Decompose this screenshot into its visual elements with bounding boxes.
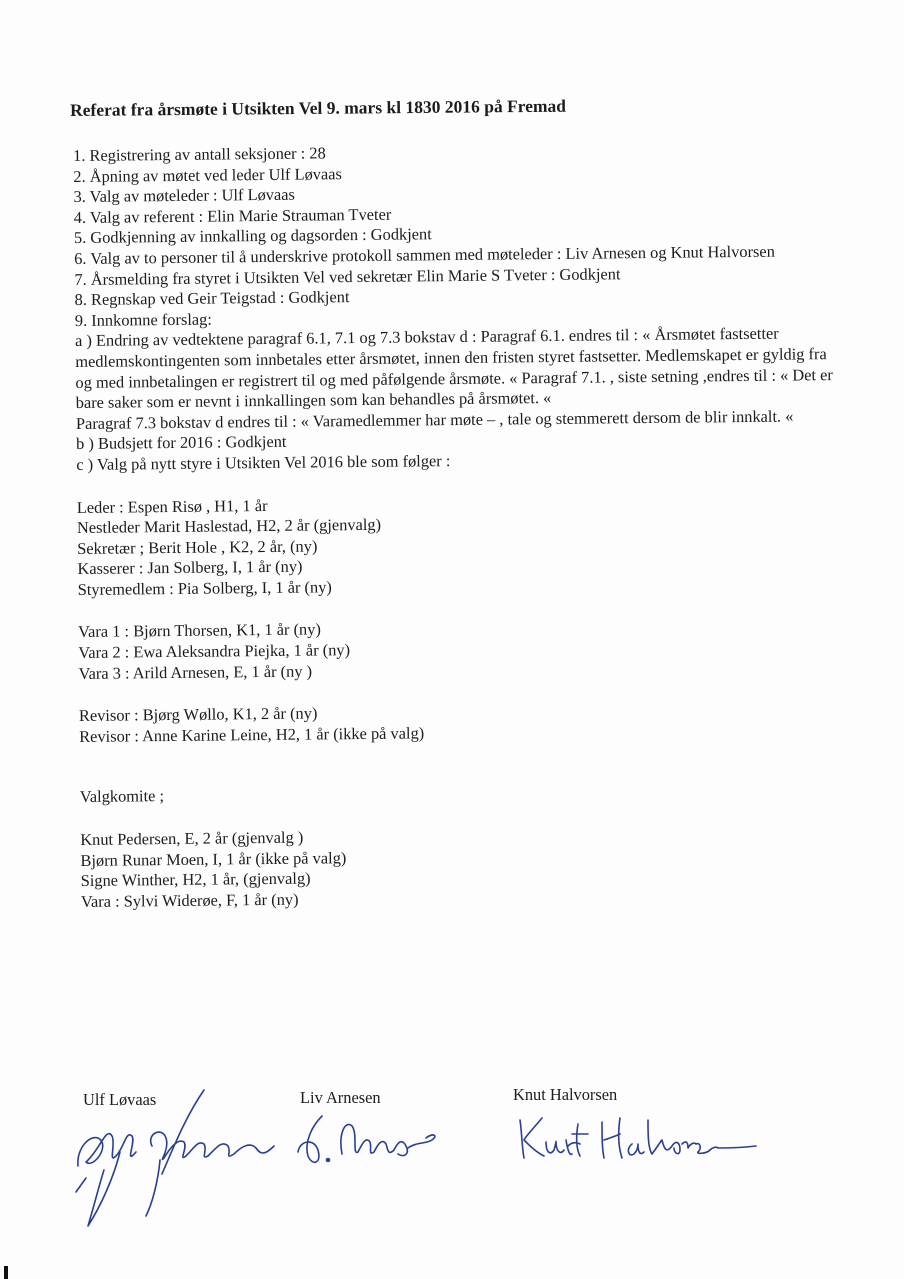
handwritten-signature-liv-arnesen xyxy=(292,1102,442,1182)
agenda-item: 9. Innkomne forslag: xyxy=(74,309,212,330)
document-body xyxy=(73,138,841,912)
board-list xyxy=(77,490,838,601)
auditor: Revisor : Anne Karine Leine, H2, 1 år (ikke på valg) xyxy=(79,723,425,746)
agenda-item: c ) Valg på nytt styre i Utsikten Vel 2016 ble som følger : xyxy=(76,450,451,474)
board-member: Leder : Espen Risø , H1, 1 år xyxy=(76,495,268,517)
board-member: Styremedlem : Pia Solberg, I, 1 år (ny) xyxy=(77,577,332,599)
agenda-item: Paragraf 7.3 bokstav d endres til : « Varamedlemmer har møte – , tale og stemmerett dersom de blir innkalt. « xyxy=(75,406,794,433)
agenda-item: 7. Årsmelding fra styret i Utsikten Vel ved sekretær Elin Marie S Tveter : Godkjent xyxy=(74,263,621,289)
agenda-item: 3. Valg av møteleder : Ulf Løvaas xyxy=(73,184,295,207)
handwritten-signature-ulf-lovaas xyxy=(66,1086,286,1236)
committee-list xyxy=(80,822,841,912)
deputy-member: Vara 2 : Ewa Aleksandra Piejka, 1 år (ny) xyxy=(78,640,351,663)
agenda-item: 5. Godkjenning av innkalling og dagsorden : Godkjent xyxy=(73,224,432,248)
auditor: Revisor : Bjørg Wøllo, K1, 2 år (ny) xyxy=(78,703,318,726)
signer-name: Liv Arnesen xyxy=(300,1088,381,1107)
committee-heading: Valgkomite ; xyxy=(79,786,165,807)
board-member: Kasserer : Jan Solberg, I, 1 år (ny) xyxy=(77,556,303,579)
agenda-item: 1. Registrering av antall seksjoner : 28 xyxy=(73,143,326,165)
board-member: Nestleder Marit Haslestad, H2, 2 år (gjenvalg) xyxy=(76,514,382,538)
agenda-item: b ) Budsjett for 2016 : Godkjent xyxy=(76,432,287,454)
deputy-member: Vara 1 : Bjørn Thorsen, K1, 1 år (ny) xyxy=(77,619,321,642)
agenda-list xyxy=(73,138,836,475)
deputy-list xyxy=(78,614,839,684)
committee-member: Vara : Sylvi Widerøe, F, 1 år (ny) xyxy=(80,889,299,911)
document-title: Referat fra årsmøte i Utsikten Vel 9. mars kl 1830 2016 på Fremad xyxy=(70,95,567,120)
committee-member: Signe Winther, H2, 1 år, (gjenvalg) xyxy=(80,868,311,891)
handwritten-signature-knut-halvorsen xyxy=(512,1104,762,1174)
signer-name: Ulf Løvaas xyxy=(83,1090,157,1109)
agenda-item: 6. Valg av to personer til å underskrive protokoll sammen med møteleder : Liv Arnesen og Knut Halvorsen xyxy=(74,241,775,268)
committee-member: Knut Pedersen, E, 2 år (gjenvalg ) xyxy=(80,827,304,849)
agenda-item: 4. Valg av referent : Elin Marie Strauman Tveter xyxy=(73,204,392,227)
agenda-item: a ) Endring av vedtektene paragraf 6.1, 7.1 og 7.3 bokstav d : Paragraf 6.1. endres til : « Årsmøtet fastsetter medlemskontingenten som innbetales etter årsmøtet, innen den fristen styret fastsetter. Medlemskapet er gyldig fra og med innbetalingen er registrert til og med påfølgende årsmøte. « Paragraf 7.1. , siste setning ,endres til : « Det er bare saker som er nevnt i innkallingen som kan behandles på årsmøtet. « xyxy=(74,323,833,413)
deputy-member: Vara 3 : Arild Arnesen, E, 1 år (ny ) xyxy=(78,661,313,683)
page-edge-mark xyxy=(4,1266,8,1279)
board-member: Sekretær ; Berit Hole , K2, 2 år, (ny) xyxy=(77,536,318,558)
signer-name: Knut Halvorsen xyxy=(513,1085,618,1104)
signature-block xyxy=(0,1080,904,1260)
committee-member: Bjørn Runar Moen, I, 1 år (ikke på valg) xyxy=(80,847,347,870)
agenda-item: 2. Åpning av møtet ved leder Ulf Løvaas xyxy=(73,163,342,186)
agenda-item: 8. Regnskap ved Geir Teigstad : Godkjent xyxy=(74,287,350,310)
